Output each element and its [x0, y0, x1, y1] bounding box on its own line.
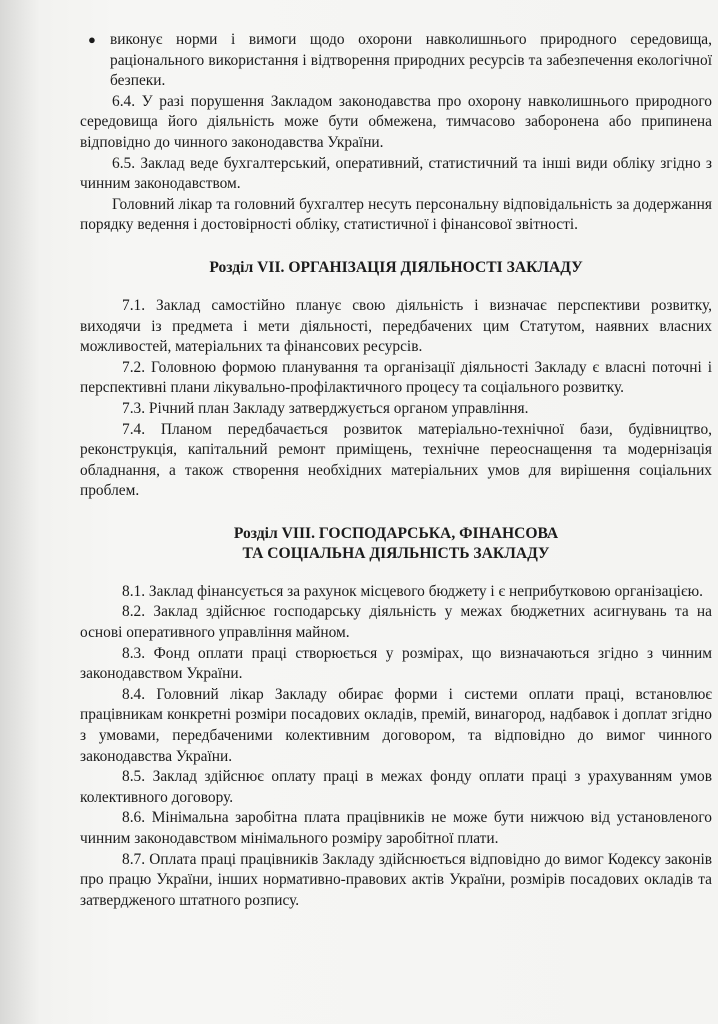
paragraph-7-1: 7.1. Заклад самостійно планує свою діяльність і визначає перспективи розвитку, виходячи із предмета і мети діяльності, передбачених цим Статутом, наявних власних можливостей, матеріальних та фінансових ресурсів.: [80, 296, 712, 356]
document-body: [80, 30, 712, 911]
section-8-heading-line2: ТА СОЦІАЛЬНА ДІЯЛЬНІСТЬ ЗАКЛАДУ: [242, 544, 550, 562]
paragraph-8-7: 8.7. Оплата праці працівників Закладу здійснюється відповідно до вимог Кодексу законів про працю України, інших нормативно-правових актів України, розмірів посадових окладів та затвердженого штатного розпису.: [80, 850, 712, 909]
paragraph-8-5: 8.5. Заклад здійснює оплату праці в межах фонду оплати праці з урахуванням умов колективного договору.: [80, 768, 712, 806]
bullet-item: [88, 30, 712, 92]
paragraph-8-2: 8.2. Заклад здійснює господарську діяльність у межах бюджетних асигнувань та на основі оперативного управління майном.: [80, 603, 712, 642]
paragraph-7-2: 7.2. Головною формою планування та організації діяльності Закладу є власні поточні і перспективні плани лікувально-профілактичного процесу та соціального розвитку.: [80, 358, 712, 397]
paragraph-6-4: 6.4. У разі порушення Закладом законодавства про охорону навколишнього природного середовища його діяльність може бути обмежена, тимчасово заборонена або припинена відповідно до чинного законодавства України.: [80, 92, 712, 151]
paragraph-8-6: 8.6. Мінімальна заробітна плата працівників не може бути нижчою від установленого чинним законодавством мінімального розміру заробітної плати.: [80, 809, 712, 847]
paragraph-8-4: 8.4. Головний лікар Закладу обирає форми і системи оплати праці, встановлює працівникам конкретні розміри посадових окладів, премій, винагород, надбавок і доплат згідно з умовами, передбаченими колективним договором, та відповідно до вимог чинного законодавства України.: [80, 685, 712, 765]
section-8-heading-line1: Розділ VIII. ГОСПОДАРСЬКА, ФІНАНСОВА: [233, 524, 559, 542]
paragraph-6-5: 6.5. Заклад веде бухгалтерський, оперативний, статистичний та інші види обліку згідно з чинним законодавством.: [80, 154, 712, 193]
paragraph-6-6: Головний лікар та головний бухгалтер несуть персональну відповідальність за додержання порядку ведення і достовірності обліку, статистичної і фінансової звітності.: [80, 195, 712, 234]
paragraph-8-3: 8.3. Фонд оплати праці створюється у розмірах, що визначаються згідно з чинним законодавством України.: [80, 644, 712, 683]
section-7-heading: Розділ VII. ОРГАНІЗАЦІЯ ДІЯЛЬНОСТІ ЗАКЛАДУ: [209, 258, 583, 276]
bullet-text: виконує норми і вимоги щодо охорони навколишнього природного середовища, раціонального використання і відтворення природних ресурсів та забезпечення екологічної безпеки.: [110, 31, 712, 90]
paragraph-7-4: 7.4. Планом передбачається розвиток матеріально-технічної бази, будівництво, реконструкція, капітальний ремонт приміщень, технічне переоснащення та модернізація обладнання, а також створення необхідних матеріальних умов для вирішення соціальних проблем.: [80, 420, 712, 500]
paragraph-7-3: 7.3. Річний план Закладу затверджується органом управління.: [122, 399, 529, 417]
paragraph-8-1: 8.1. Заклад фінансується за рахунок місцевого бюджету і є неприбутковою організацією.: [122, 582, 703, 600]
bullet-icon: ●: [88, 32, 96, 47]
